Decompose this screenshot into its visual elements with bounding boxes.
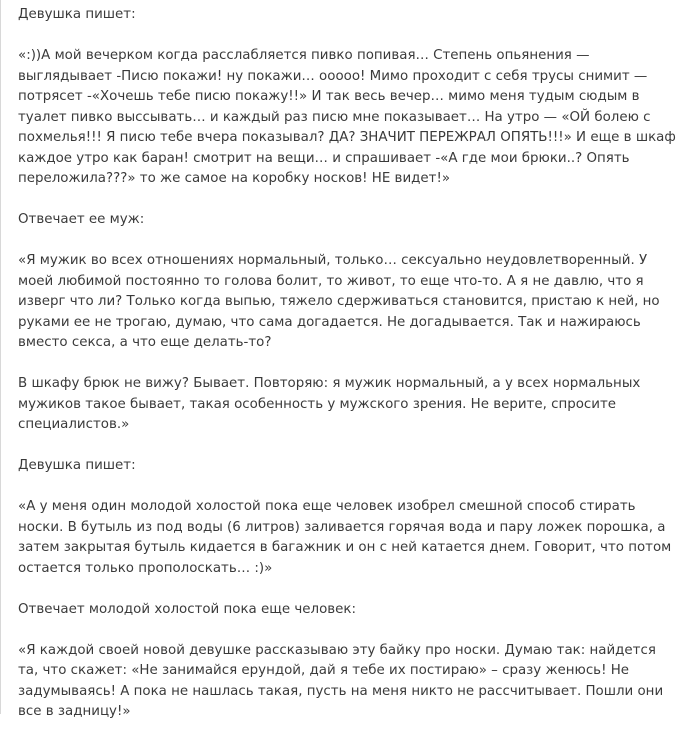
girl-message: «А у меня один молодой холостой пока еще человек изобрел смешной способ стирать носки. В бутыль из под воды (6 литров) заливается горячая вода и пару ложек порошка, а затем закрытая бутыль кидается в багажник и он с ней катается днем. Говорит, что потом остается только прополоскать… :)» <box>18 499 672 576</box>
speaker-label-girl: Девушка пишет: <box>18 458 136 473</box>
girl-message: «:))А мой вечерком когда расслабляется пивко попивая… Степень опьянения — выглядывает -Писю покажи! ну покажи… ооооо! Мимо проходит с себя трусы снимит — потрясет -«Хочешь тебе писю покажу!!» И так весь вечер… мимо меня тудым сюдым в туалет пивко выссывать… и каждый раз писю мне показывает… На утро — «ОЙ болею с похмелья!!! Я писю тебе вчера показывал? ДА? ЗНАЧИТ ПЕРЕЖРАЛ ОПЯТЬ!!!» И еще в шкаф каждое утро как баран! смотрит на вещи… и спрашивает -«А где мои брюки..? Опять переложила???» то же самое на коробку носков! НЕ видет!» <box>18 48 676 186</box>
husband-reply-paragraph: «Я мужик во всех отношениях нормальный, только… сексуально неудовлетворенный. У моей любимой постоянно то голова болит, то живот, то еще что-то. А я не давлю, что я изверг что ли? Только когда выпью, тяжело сдерживаться становится, пристаю к ней, но руками ее не трогаю, думаю, что сама догадается. Не догадывается. Так и нажираюсь вместо секса, а что еще делать-то? <box>18 253 660 350</box>
bachelor-reply: «Я каждой своей новой девушке рассказываю эту байку про носки. Думаю так: найдется та, что скажет: «Не занимайся ерундой, дай я тебе их постираю» – сразу женюсь! Не задумываясь! А пока не нашлась такая, пусть на меня никто не рассчитывает. Пошли они все в задницу!» <box>18 642 664 719</box>
speaker-label-girl: Девушка пишет: <box>18 7 136 22</box>
speaker-label-bachelor: Отвечает молодой холостой пока еще человек: <box>18 601 356 617</box>
article-body <box>18 5 680 743</box>
husband-reply-paragraph: В шкафу брюк не вижу? Бывает. Повторяю: я мужик нормальный, а у всех нормальных мужиков такое бывает, такая особенность у мужского зрения. Не верите, спросите специалистов.» <box>18 376 641 432</box>
speaker-label-husband: Отвечает ее муж: <box>18 212 145 227</box>
